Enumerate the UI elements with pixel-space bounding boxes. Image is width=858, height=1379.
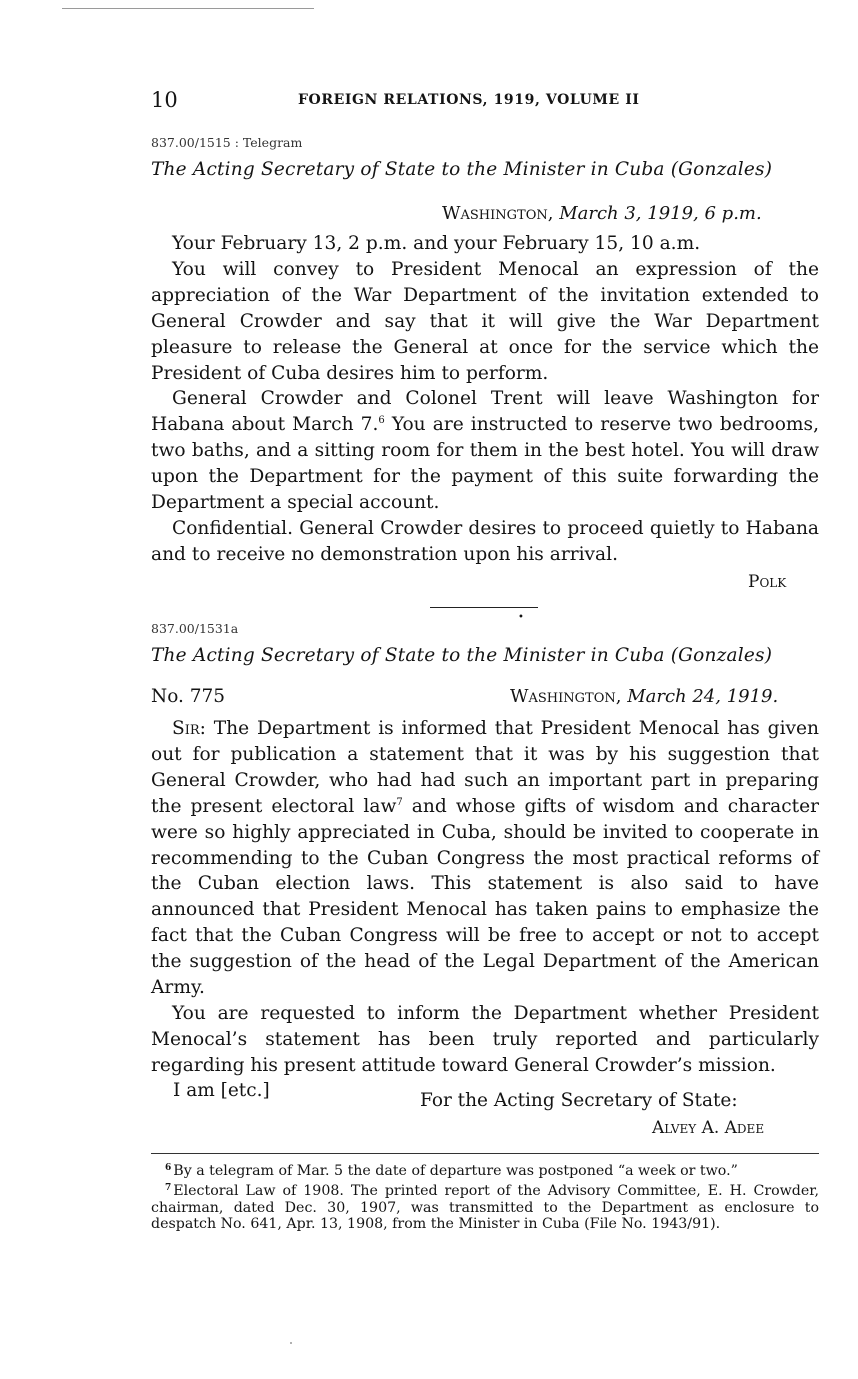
running-head: FOREIGN RELATIONS, 1919, VOLUME II [298,92,640,108]
stray-mark [290,1342,292,1344]
doc2-closing: I am [etc.] [173,1080,270,1101]
doc2-salutation: Sir: [172,718,206,739]
doc2-paragraph [151,716,819,1001]
doc1-dateline-place: Washington, [442,203,554,224]
section-separator [430,607,538,608]
footnote-mark: 7 [165,1182,172,1193]
doc2-dateline-place: Washington, [510,686,622,707]
doc2-body [151,716,819,1079]
doc2-paragraph: You are requested to inform the Department whether President Menocal’s statement has been truly reported and particularly regarding his present attitude toward General Crowder’s mission. [151,1002,819,1076]
footnote [151,1160,819,1180]
footnotes [151,1160,819,1233]
doc2-paragraph-text: and whose gifts of wisdom and character were so highly appreciated in Cuba, should be invited to cooperate in recommending to the Cuban Congress the most practical reforms of the Cuban election laws. This statement is also said to have announced that President Menocal has taken pains to emphasize the fact that the Cuban Congress will be free to accept or not to accept the suggestion of the head of the Legal Department of the American Army. [151,795,819,999]
footnote-mark: 6 [165,1163,172,1173]
doc2-dateline-date: March 24, 1919. [627,686,779,707]
doc1-dateline [442,203,762,224]
doc1-paragraph [151,386,819,516]
footnote [151,1180,819,1233]
footnote-text: By a telegram of Mar. 5 the date of departure was postponed “a week or two.” [173,1163,738,1179]
doc1-file-ref: 837.00/1515 : Telegram [151,135,303,150]
separator-dot: • [518,612,524,623]
doc1-paragraph-start: General Crowder and Colonel Trent will leave Washington for Habana about March 7. [151,388,819,436]
doc1-paragraph: Confidential. General Crowder desires to proceed quietly to Habana and to receive no demonstration upon his arrival. [151,517,819,565]
doc1-dateline-date: March 3, 1919, 6 p.m. [559,203,762,224]
doc2-dateline [510,686,778,707]
page-number: 10 [151,88,178,112]
doc1-paragraph-cont: You are instructed to reserve two bedrooms, two baths, and a sitting room for them in the best hotel. You will draw upon the Department for the payment of this suite forwarding the Department a special account. [151,414,819,514]
doc1-signature: Polk [748,572,787,592]
footnote-ref-6: 6 [378,415,385,427]
doc2-paragraph-text: The Department is informed that President Menocal has given out for publication a statement that it was by his suggestion that General Crowder, who had had such an important part in preparing the present electoral law [151,718,819,817]
doc2-number: No. 775 [151,686,226,707]
doc2-file-ref: 837.00/1531a [151,621,239,636]
doc2-signature: Alvey A. Adee [652,1118,765,1138]
doc1-title: The Acting Secretary of State to the Minister in Cuba (Gonzales) [151,159,773,180]
doc1-paragraph: You will convey to President Menocal an expression of the appreciation of the War Department of the invitation extended to General Crowder and say that it will give the War Department pleasure to release the General at once for the service which the President of Cuba desires him to perform. [151,258,819,384]
doc2-title: The Acting Secretary of State to the Minister in Cuba (Gonzales) [151,645,773,666]
doc2-for-secretary: For the Acting Secretary of State: [420,1090,738,1111]
doc1-body [151,231,819,568]
footnote-ref-7: 7 [396,796,403,808]
footnote-rule [151,1153,819,1154]
top-rule [62,8,314,9]
footnote-text: Electoral Law of 1908. The printed report of the Advisory Committee, E. H. Crowder, chairman, dated Dec. 30, 1907, was transmitted to the Department as enclosure to despatch No. 641, Apr. 13, 1908, from the Minister in Cuba (File No. 1943/91). [151,1182,819,1233]
doc1-paragraph: Your February 13, 2 p.m. and your February 15, 10 a.m. [172,233,701,254]
